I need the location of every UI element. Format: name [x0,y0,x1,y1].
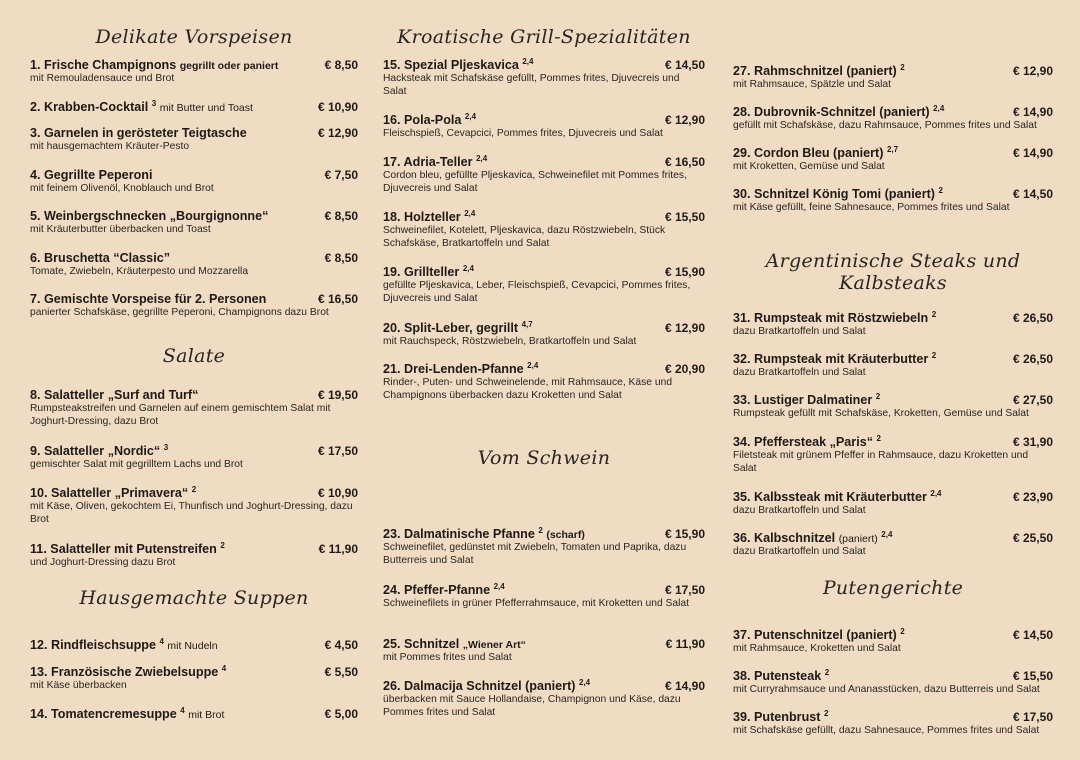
dish-description: Cordon bleu, gefüllte Pljeskavica, Schweinefilet mit Pommes frites, Djuvecreis und Salat [383,170,687,195]
dish-description: Hacksteak mit Schafskäse gefüllt, Pommes frites, Djuvecreis und Salat [383,73,680,98]
dish-price: € 20,90 [664,362,705,377]
allergen-codes: 2 [220,541,225,550]
allergen-codes: 2 [900,63,905,72]
allergen-codes: 2,4 [464,209,476,218]
allergen-codes: 2 [931,310,937,319]
menu-item [733,709,1053,737]
allergen-codes: 2,7 [886,145,899,154]
dish-description: panierter Schafskäse, gegrillte Peperoni, Champignons dazu Brot [30,307,329,318]
menu-item-head [383,264,705,279]
section-title: Delikate Vorspeisen [95,26,293,48]
dish-price: € 11,90 [665,637,705,651]
menu-item [30,485,358,527]
dish-price: € 16,50 [664,155,705,170]
dish-description: mit Rahmsauce, Kroketten und Salat [733,643,901,655]
dish-price: € 15,50 [1012,669,1053,684]
menu-item [30,168,358,195]
menu-item [733,530,1053,558]
section-title: Kroatische Grill-Spezialitäten [397,26,691,48]
dish-name: 18. Holzteller $^{2,4}$ [383,209,476,225]
dish-price: € 14,90 [1012,105,1053,120]
dish-price: € 14,50 [1012,187,1053,202]
dish-description: mit Schafskäse gefüllt, dazu Sahnesauce, Pommes frites und Salat [733,725,1040,737]
dish-description: mit Kroketten, Gemüse und Salat [733,161,885,173]
menu-item [383,678,705,720]
allergen-codes: 2,4 [476,154,488,163]
dish-name: 16. Pola-Pola $^{2,4}$ [383,112,477,128]
dish-price: € 5,50 [324,665,358,680]
dish-name: 33. Lustiger Dalmatiner $^2$ [733,392,881,408]
dish-description: mit Kräuterbutter überbacken und Toast [30,224,211,235]
dish-name: 1. Frische Champignons gegrillt oder paniert [30,58,279,72]
allergen-codes: 2 [875,392,881,401]
dish-name: 35. Kalbssteak mit Kräuterbutter $^{2,4}$ [733,489,942,505]
menu-item-head [30,58,358,72]
dish-name: 14. Tomatencremesuppe $^4$ mit Brot [30,706,225,722]
dish-description: Rumpsteak gefüllt mit Schafskäse, Kroketten, Gemüse und Salat [733,408,1029,420]
allergen-codes: 2 [900,627,905,636]
dish-name: 24. Pfeffer-Pfanne $^{2,4}$ [383,582,505,598]
section-title: Hausgemachte Suppen [79,587,309,609]
menu-item-head [30,443,358,458]
dish-name: 34. Pfeffersteak „Paris“ $^2$ [733,434,881,450]
menu-item-head [30,126,358,140]
allergen-codes: 2,4 [881,530,893,539]
menu-item-head [383,112,705,127]
dish-name: 36. Kalbschnitzel (paniert) $^{2,4}$ [733,530,893,546]
dish-price: € 8,50 [324,58,358,72]
section-title: Vom Schwein [477,447,611,469]
dish-description: überbacken mit Sauce Hollandaise, Champignon und Käse, dazu Pommes frites und Salat [383,694,681,719]
menu-item [383,361,705,403]
allergen-codes: 2,4 [462,264,474,273]
dish-description: dazu Bratkartoffeln und Salat [733,326,866,338]
dish-description: gemischter Salat mit gegrilltem Lachs und Brot [30,459,243,471]
dish-description: Rinder-, Puten- und Schweinelende, mit Rahmsauce, Käse und Champignons überbacken dazu Kroketten und Salat [383,377,673,402]
menu-item-head [30,388,358,402]
menu-item [30,251,358,278]
dish-description: gefüllt mit Schafskäse, dazu Rahmsauce, Pommes frites und Salat [733,120,1037,132]
menu-item [30,706,358,721]
dish-price: € 12,90 [664,321,705,336]
dish-name: 39. Putenbrust $^2$ [733,709,829,725]
dish-price: € 12,90 [1012,64,1053,79]
menu-item [733,104,1053,132]
menu-item-head [733,392,1053,407]
menu-item [30,637,358,652]
dish-description: mit Pommes frites und Salat [383,652,512,663]
allergen-codes: 2 [538,526,543,535]
menu-item-head [30,292,358,306]
dish-price: € 7,50 [324,168,358,182]
dish-price: € 11,90 [318,542,358,557]
dish-description: mit Käse gefüllt, feine Sahnesauce, Pommes frites und Salat [733,202,1010,214]
menu-item [383,112,705,140]
dish-name: 31. Rumpsteak mit Röstzwiebeln $^2$ [733,310,937,326]
dish-price: € 17,50 [1012,710,1053,725]
dish-price: € 14,90 [664,679,705,694]
section-title: Salate [162,345,226,367]
dish-name: 30. Schnitzel König Tomi (paniert) $^2$ [733,186,943,202]
dish-suffix: mit Brot [188,709,225,722]
dish-name: 11. Salatteller mit Putenstreifen $^2$ [30,541,225,557]
menu-item [383,57,705,99]
dish-description: Filetsteak mit grünem Pfeffer in Rahmsauce, dazu Kroketten und Salat [733,450,1029,475]
allergen-codes: 2 [191,485,197,494]
dish-name: 9. Salatteller „Nordic“ $^3$ [30,443,169,459]
dish-name: 7. Gemischte Vorspeise für 2. Personen [30,292,267,306]
menu-item [733,186,1053,214]
menu-item-head [30,168,358,182]
menu-item [383,582,705,610]
menu-item-head [30,664,358,679]
dish-name: 15. Spezial Pljeskavica $^{2,4}$ [383,57,534,73]
allergen-codes: 2 [824,668,830,677]
dish-name: 13. Französische Zwiebelsuppe $^4$ [30,664,227,680]
dish-price: € 25,50 [1012,531,1053,546]
dish-name: 12. Rindfleischsuppe $^4$ mit Nudeln [30,637,218,653]
dish-price: € 8,50 [324,209,358,223]
allergen-codes: 2,4 [522,57,534,66]
menu-item [30,388,358,428]
menu-item-head [733,627,1053,642]
dish-name: 5. Weinbergschnecken „Bourgignonne“ [30,209,269,223]
menu-item [733,63,1053,91]
dish-suffix: mit Nudeln [167,640,218,653]
menu-item [733,627,1053,655]
allergen-codes: 4 [159,637,164,646]
dish-description: gefüllte Pljeskavica, Leber, Fleischspieß, Cevapcici, Pommes frites, Djuvecreis und Salat [383,280,691,305]
allergen-codes: 2,4 [933,104,945,113]
dish-price: € 23,90 [1012,490,1053,505]
menu-item [30,126,358,153]
allergen-codes: 2 [823,709,829,718]
section-title: Putengerichte [822,577,964,599]
dish-suffix: mit Butter und Toast [159,102,253,115]
dish-name: 8. Salatteller „Surf and Turf“ [30,388,199,402]
menu-item [383,264,705,306]
allergen-codes: 2 [938,186,943,195]
menu-item [383,526,705,568]
menu-item [733,310,1053,338]
menu-item-head [733,310,1053,325]
dish-price: € 19,50 [317,388,358,402]
menu-item [733,145,1053,173]
menu-item-head [383,154,705,169]
menu-item [383,637,705,664]
dish-price: € 4,50 [324,638,358,653]
dish-description: mit Käse, Oliven, gekochtem Ei, Thunfisch und Joghurt-Dressing, dazu Brot [30,501,353,526]
dish-price: € 16,50 [317,292,358,306]
dish-name: 19. Grillteller $^{2,4}$ [383,264,474,280]
menu-item-head [733,668,1053,683]
dish-name: 17. Adria-Teller $^{2,4}$ [383,154,488,170]
allergen-codes: 4 [221,664,227,673]
dish-price: € 5,00 [324,707,358,722]
dish-price: € 15,50 [664,210,705,225]
menu-item-head [30,637,358,652]
dish-name: 37. Putenschnitzel (paniert) $^2$ [733,627,905,643]
dish-name: 3. Garnelen in gerösteter Teigtasche [30,126,247,140]
dish-name: 10. Salatteller „Primavera“ $^2$ [30,485,197,501]
menu-item-head [30,485,358,500]
dish-price: € 14,50 [664,58,705,73]
dish-name: 32. Rumpsteak mit Kräuterbutter $^2$ [733,351,937,367]
dish-suffix: (paniert) [838,533,878,546]
dish-name: 2. Krabben-Cocktail $^3$ mit Butter und Toast [30,99,253,115]
dish-description: Schweinefilets in grüner Pfefferrahmsauce, mit Kroketten und Salat [383,598,690,610]
dish-name: 21. Drei-Lenden-Pfanne $^{2,4}$ [383,361,539,377]
dish-name: 20. Split-Leber, gegrillt $^{4,7}$ [383,320,533,336]
allergen-codes: 2,4 [578,678,591,687]
dish-price: € 26,50 [1012,352,1053,367]
dish-description: Schweinefilet, gedünstet mit Zwiebeln, Tomaten und Paprika, dazu Butterreis und Salat [383,542,687,567]
dish-price: € 26,50 [1012,311,1053,326]
menu-item-head [30,541,358,556]
allergen-codes: 4 [180,706,185,715]
dish-description: Fleischspieß, Cevapcici, Pommes frites, Djuvecreis und Salat [383,128,663,140]
dish-description: dazu Bratkartoffeln und Salat [733,505,866,517]
menu-item-head [733,63,1053,78]
menu-item-head [733,709,1053,724]
dish-description: Tomate, Zwiebeln, Kräuterpesto und Mozzarella [30,266,249,277]
menu-item [733,668,1053,696]
dish-description: dazu Bratkartoffeln und Salat [733,367,866,379]
menu-item-head [383,320,705,335]
allergen-codes: 2,4 [493,582,505,591]
dish-suffix: „Wiener Art“ [462,639,526,651]
allergen-codes: 3 [151,99,157,108]
menu-item-head [383,209,705,224]
menu-item-head [733,489,1053,504]
menu-item [733,434,1053,476]
menu-item-head [733,434,1053,449]
dish-name: 26. Dalmacija Schnitzel (paniert) $^{2,4}$ [383,678,591,694]
dish-description: Rumpsteakstreifen und Garnelen auf einem gemischtem Salat mit Joghurt-Dressing, dazu Brot [30,403,331,428]
menu-item-head [383,57,705,72]
dish-price: € 12,90 [317,126,358,140]
dish-description: Schweinefilet, Kotelett, Pljeskavica, dazu Röstzwiebeln, Stück Schafskäse, Bratkartoffeln und Salat [383,225,666,250]
dish-price: € 27,50 [1012,393,1053,408]
dish-price: € 15,90 [664,265,705,280]
dish-name: 28. Dubrovnik-Schnitzel (paniert) $^{2,4}$ [733,104,945,120]
dish-name: 27. Rahmschnitzel (paniert) $^2$ [733,63,905,79]
menu-item-head [383,526,705,541]
dish-name: 4. Gegrillte Peperoni [30,168,153,182]
dish-description: mit Rahmsauce, Spätzle und Salat [733,79,891,91]
allergen-codes: 2,4 [527,361,539,370]
dish-description: mit feinem Olivenöl, Knoblauch und Brot [30,183,214,194]
allergen-codes: 2,4 [930,489,942,498]
menu-item [30,541,358,569]
menu-item [30,664,358,692]
menu-item [30,443,358,471]
dish-price: € 14,90 [1012,146,1053,161]
dish-description: mit Curryrahmsauce und Ananasstücken, dazu Butterreis und Salat [733,684,1040,696]
menu-item-head [733,351,1053,366]
dish-price: € 14,50 [1012,628,1053,643]
dish-description: mit Remouladensauce und Brot [30,73,175,84]
dish-price: € 17,50 [317,444,358,459]
dish-description: mit hausgemachtem Kräuter-Pesto [30,141,190,152]
dish-price: € 12,90 [664,113,705,128]
dish-price: € 10,90 [317,100,358,115]
allergen-codes: 3 [163,443,169,452]
dish-price: € 15,90 [664,527,705,542]
dish-name: 29. Cordon Bleu (paniert) $^{2,7}$ [733,145,899,161]
menu-item-head [383,582,705,597]
menu-item-head [733,104,1053,119]
dish-price: € 31,90 [1012,435,1053,450]
dish-suffix: (scharf) [546,529,585,542]
dish-name: 23. Dalmatinische Pfanne $^2$ (scharf) [383,526,585,542]
menu-item-head [733,186,1053,201]
dish-description: mit Käse überbacken [30,680,127,692]
allergen-codes: 2 [876,434,881,443]
menu-item-head [383,637,705,651]
menu-item [30,209,358,236]
menu-item [733,392,1053,420]
allergen-codes: 2 [931,351,937,360]
menu-item-head [733,530,1053,545]
dish-suffix: gegrillt oder paniert [179,60,279,72]
dish-description: dazu Bratkartoffeln und Salat [733,546,866,558]
allergen-codes: 4,7 [521,320,533,329]
allergen-codes: 2,4 [464,112,477,121]
menu-item-head [30,209,358,223]
dish-price: € 10,90 [317,486,358,501]
menu-item [733,351,1053,379]
menu-item-head [733,145,1053,160]
dish-name: 6. Bruschetta “Classic” [30,251,170,265]
menu-item-head [383,361,705,376]
dish-price: € 8,50 [324,251,358,265]
menu-item [383,154,705,196]
menu-item [733,489,1053,517]
dish-name: 25. Schnitzel „Wiener Art“ [383,637,526,651]
menu-item [383,320,705,348]
dish-name: 38. Putensteak $^2$ [733,668,830,684]
menu-item-head [30,706,358,721]
menu-item [30,99,358,114]
menu-item-head [30,251,358,265]
dish-description: mit Rauchspeck, Röstzwiebeln, Bratkartoffeln und Salat [383,336,637,348]
dish-description: und Joghurt-Dressing dazu Brot [30,557,176,569]
menu-item-head [383,678,705,693]
dish-price: € 17,50 [664,583,705,598]
menu-item [30,58,358,85]
menu-item [383,209,705,251]
menu-item-head [30,99,358,114]
menu-item [30,292,358,319]
section-title: Argentinische Steaks und Kalbsteaks [765,250,1021,294]
